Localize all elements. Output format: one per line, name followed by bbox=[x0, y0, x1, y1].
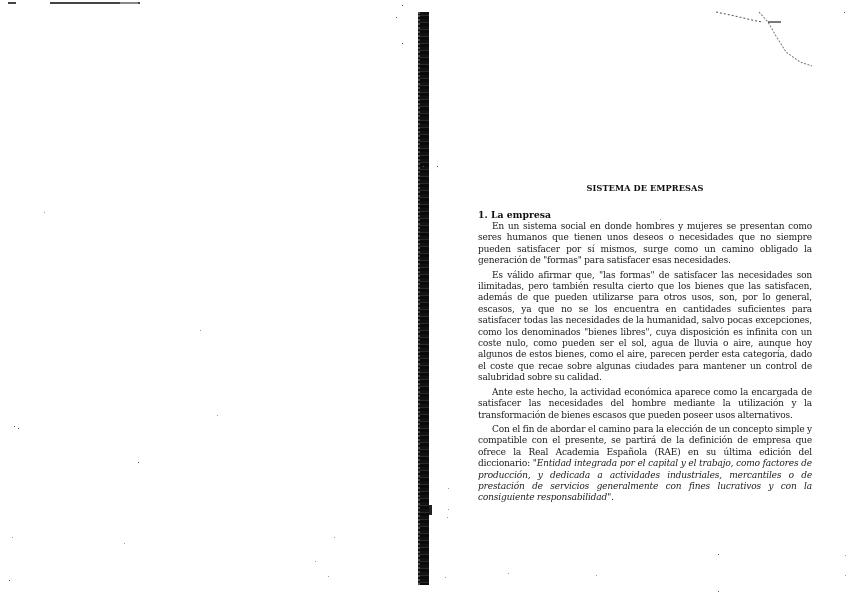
scan-speck bbox=[423, 166, 424, 167]
scan-speck bbox=[402, 5, 403, 6]
scan-speck bbox=[596, 575, 597, 576]
scan-speck bbox=[718, 591, 719, 592]
scan-speck bbox=[124, 543, 125, 544]
scan-speck bbox=[508, 573, 509, 574]
scan-speck bbox=[448, 488, 449, 489]
right-page-text bbox=[478, 183, 812, 508]
scan-speck bbox=[718, 554, 719, 555]
scan-speck bbox=[396, 17, 397, 18]
page-top-edge-mark bbox=[120, 2, 138, 4]
body-paragraph: En un sistema social en donde hombres y mujeres se presentan como seres humanos que tienen unos deseos o necesidades que no siempre pueden satisfacer por sí mismos, surge como un camino obligado la generación de "formas" para satisfacer esas necesidades. bbox=[478, 222, 812, 267]
scan-speck bbox=[9, 580, 10, 581]
scan-speck bbox=[845, 575, 846, 576]
book-spine-shadow bbox=[418, 12, 429, 585]
scan-speck bbox=[845, 555, 846, 556]
scan-speck bbox=[138, 462, 139, 463]
scan-speck bbox=[328, 576, 329, 577]
page-top-edge-mark bbox=[8, 2, 16, 4]
left-page-blank bbox=[0, 0, 405, 599]
scan-speck bbox=[448, 509, 449, 510]
scan-speck bbox=[44, 212, 45, 213]
scan-speck bbox=[18, 428, 19, 429]
scan-speck bbox=[14, 426, 15, 427]
scan-speck bbox=[12, 537, 13, 538]
definition-tail-text: . bbox=[611, 493, 614, 504]
body-paragraph: Ante este hecho, la actividad económica aparece como la encargada de satisfacer las necesidades del hombre mediante la utilización y la transformación de bienes escasos que pueden poseer usos alternativos. bbox=[478, 387, 812, 421]
scan-speck bbox=[217, 415, 218, 416]
body-paragraph: Es válido afirmar que, "las formas" de satisfacer las necesidades son ilimitadas, pero también resulta cierto que los bienes que las satisfacen, además de que pueden utilizarse para otros usos, son, por lo general, escasos, ya que no se los encuentra en cantidades suficientes para satisfacer todas las necesidades de la humanidad, salvo pocas excepciones, como los denominados "bienes libres", cuya disposición es infinita con un coste nulo, como pueden ser el sol, agua de lluvia o aire, aunque hoy algunos de estos bienes, como el aire, parecen perder esta categoría, dado el coste que recae sobre algunas ciudades para mantener un control de salubridad sobre su calidad. bbox=[478, 270, 812, 384]
scan-speck bbox=[315, 561, 316, 562]
scan-speck bbox=[447, 517, 448, 518]
rae-definition-quote: "Entidad integrada por el capital y el trabajo, como factores de producción, y dedicada a actividades industriales, mercantiles o de prestación de servicios generalmente con fines lucrativos y con la consiguiente responsabilidad" bbox=[478, 459, 812, 504]
body-paragraph-definition bbox=[478, 425, 812, 505]
scan-speck bbox=[334, 537, 335, 538]
section-heading: 1. La empresa bbox=[478, 210, 552, 221]
document-title: SISTEMA DE EMPRESAS bbox=[586, 183, 704, 193]
scan-speck bbox=[445, 577, 446, 578]
book-spine-notch bbox=[429, 505, 432, 515]
definition-lead-text: Con el fin de abordar el camino para la elección de un concepto simple y compatible con el presente, se partirá de la definición de empresa que ofrece la Real Academia Española (RAE) en su última edición del diccionario: bbox=[478, 424, 812, 470]
scan-speck bbox=[200, 330, 201, 331]
scan-speck bbox=[402, 43, 403, 44]
scan-speck bbox=[437, 166, 438, 167]
